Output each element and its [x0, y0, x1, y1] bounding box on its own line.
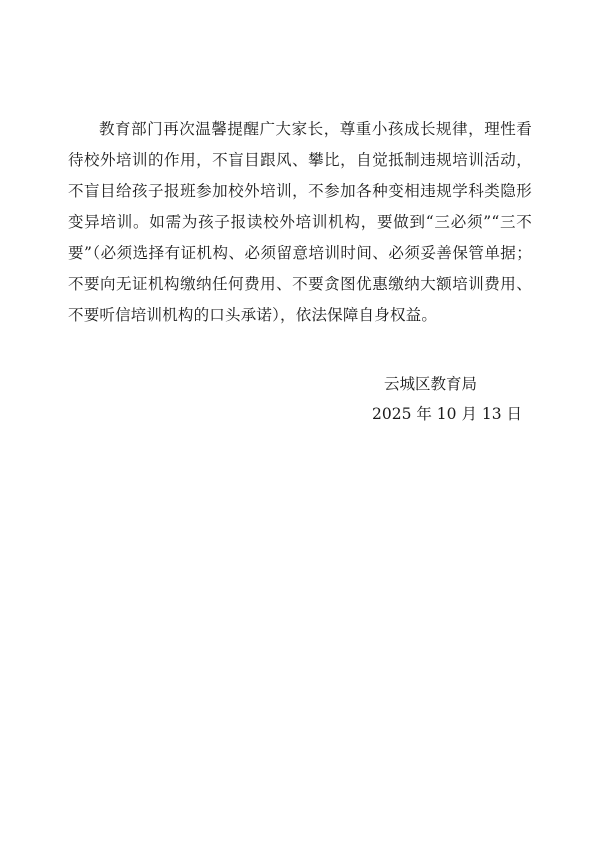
notice-body-paragraph: 教育部门再次温馨提醒广大家长，尊重小孩成长规律，理性看待校外培训的作用，不盲目跟风、攀比，自觉抵制违规培训活动，不盲目给孩子报班参加校外培训，不参加各种变相违规学科类隐形变异培训。如需为孩子报读校外培训机构，要做到“三必须”“三不要”（必须选择有证机构、必须留意培训时间、必须妥善保管单据；不要向无证机构缴纳任何费用、不要贪图优惠缴纳大额培训费用、不要听信培训机构的口头承诺），依法保障自身权益。 [68, 120, 532, 324]
issue-date: 2025 年 10 月 13 日 [372, 405, 523, 423]
issuer-signature: 云城区教育局 [384, 375, 478, 393]
